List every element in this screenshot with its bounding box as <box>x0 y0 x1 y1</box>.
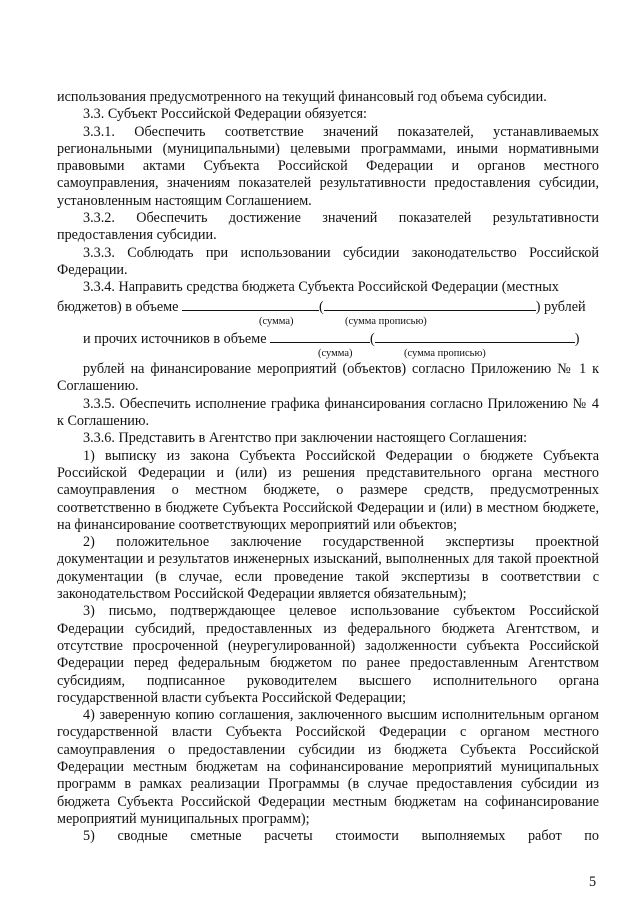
budget-currency-label: ) рублей <box>535 298 586 315</box>
document-body <box>57 89 599 845</box>
clause-3-3-4-rest: рублей на финансирование мероприятий (объектов) согласно Приложению № 1 к Соглашению. <box>57 361 599 395</box>
caption-sum: (сумма) <box>259 315 294 327</box>
budget-sum-words-blank <box>324 297 536 311</box>
intro-line: использования предусмотренного на текущий финансовый год объема субсидии. <box>57 89 547 105</box>
clause-3-3-1: 3.3.1. Обеспечить соответствие значений показателей, устанавливаемых региональными (муниципальными) целевыми программами, иными нормативными правовыми актами Субъекта Российской Федерации и органов местного самоуправления, значениям показателей результативности предоставления субсидии, установленным настоящим Соглашением. <box>57 123 599 209</box>
budget-captions <box>57 316 599 329</box>
other-captions <box>57 348 599 361</box>
page-number: 5 <box>589 874 597 890</box>
clause-3-3-6: 3.3.6. Представить в Агентство при заключении настоящего Соглашения: <box>83 430 528 447</box>
other-paren-close: ) <box>574 330 580 347</box>
clause-3-3: 3.3. Субъект Российской Федерации обязуется: <box>83 106 367 123</box>
other-paren-open: ( <box>370 330 375 347</box>
clause-3-3-4-other-row <box>57 329 599 348</box>
other-sources-label: и прочих источников в объеме <box>83 330 267 347</box>
caption-sum-words-2: (сумма прописью) <box>404 348 486 360</box>
caption-sum-2: (сумма) <box>318 348 353 360</box>
clause-3-3-2: 3.3.2. Обеспечить достижение значений показателей результативности предоставления субсидии. <box>57 210 599 244</box>
list-item-1: 1) выписку из закона Субъекта Российской Федерации о бюджете Субъекта Российской Федерации и (или) из решения представительного органа местного самоуправления о местном бюджете, о размере средств, предусмотренных соответственно в бюджете Субъекта Российской Федерации и (или) в местном бюджете, на финансирование соответствующих мероприятий или объектов; <box>57 447 599 533</box>
list-item-2: 2) положительное заключение государственной экспертизы проектной документации и результатов инженерных изысканий, выполненных для такой проектной документации (в случае, если проведение такой экспертизы в соответствии с законодательством Российской Федерации является обязательным); <box>57 534 599 603</box>
other-sum-words-blank <box>375 329 575 343</box>
budget-paren-open: ( <box>318 298 324 315</box>
budget-sum-blank <box>182 297 319 311</box>
clause-3-3-3: 3.3.3. Соблюдать при использовании субсидии законодательство Российской Федерации. <box>57 244 599 278</box>
clause-3-3-5: 3.3.5. Обеспечить исполнение графика финансирования согласно Приложению № 4 к Соглашению. <box>57 395 599 430</box>
caption-sum-words: (сумма прописью) <box>345 315 427 327</box>
clause-3-3-4-budget-row <box>57 297 599 316</box>
other-sum-blank <box>270 329 370 343</box>
clause-3-3-4-line1: 3.3.4. Направить средства бюджета Субъекта Российской Федерации (местных <box>83 279 559 296</box>
list-item-4: 4) заверенную копию соглашения, заключенного высшим исполнительным органом государственной власти Субъекта Российской Федерации с органом местного самоуправления о предоставлении субсидии из бюджета Субъекта Российской Федерации местным бюджетам на софинансирование мероприятий муниципальных программ в рамках реализации Программы (в случае предоставления субсидии из бюджета Субъекта Российской Федерации местным бюджетам на софинансирование мероприятий муниципальных программ); <box>57 707 599 827</box>
budget-amount-label: бюджетов) в объеме <box>57 298 179 315</box>
list-item-3: 3) письмо, подтверждающее целевое использование субъектом Российской Федерации субсидий, предоставленных из федерального бюджета Агентством, и отсутствие просроченной (неурегулированной) задолженности субъекта Российской Федерации перед федеральным бюджетом по ранее предоставленным Агентством субсидиям, подписанное руководителем высшего исполнительного органа государственной власти субъекта Российской Федерации; <box>57 603 599 706</box>
list-item-5: 5) сводные сметные расчеты стоимости выполняемых работ по <box>83 828 599 845</box>
